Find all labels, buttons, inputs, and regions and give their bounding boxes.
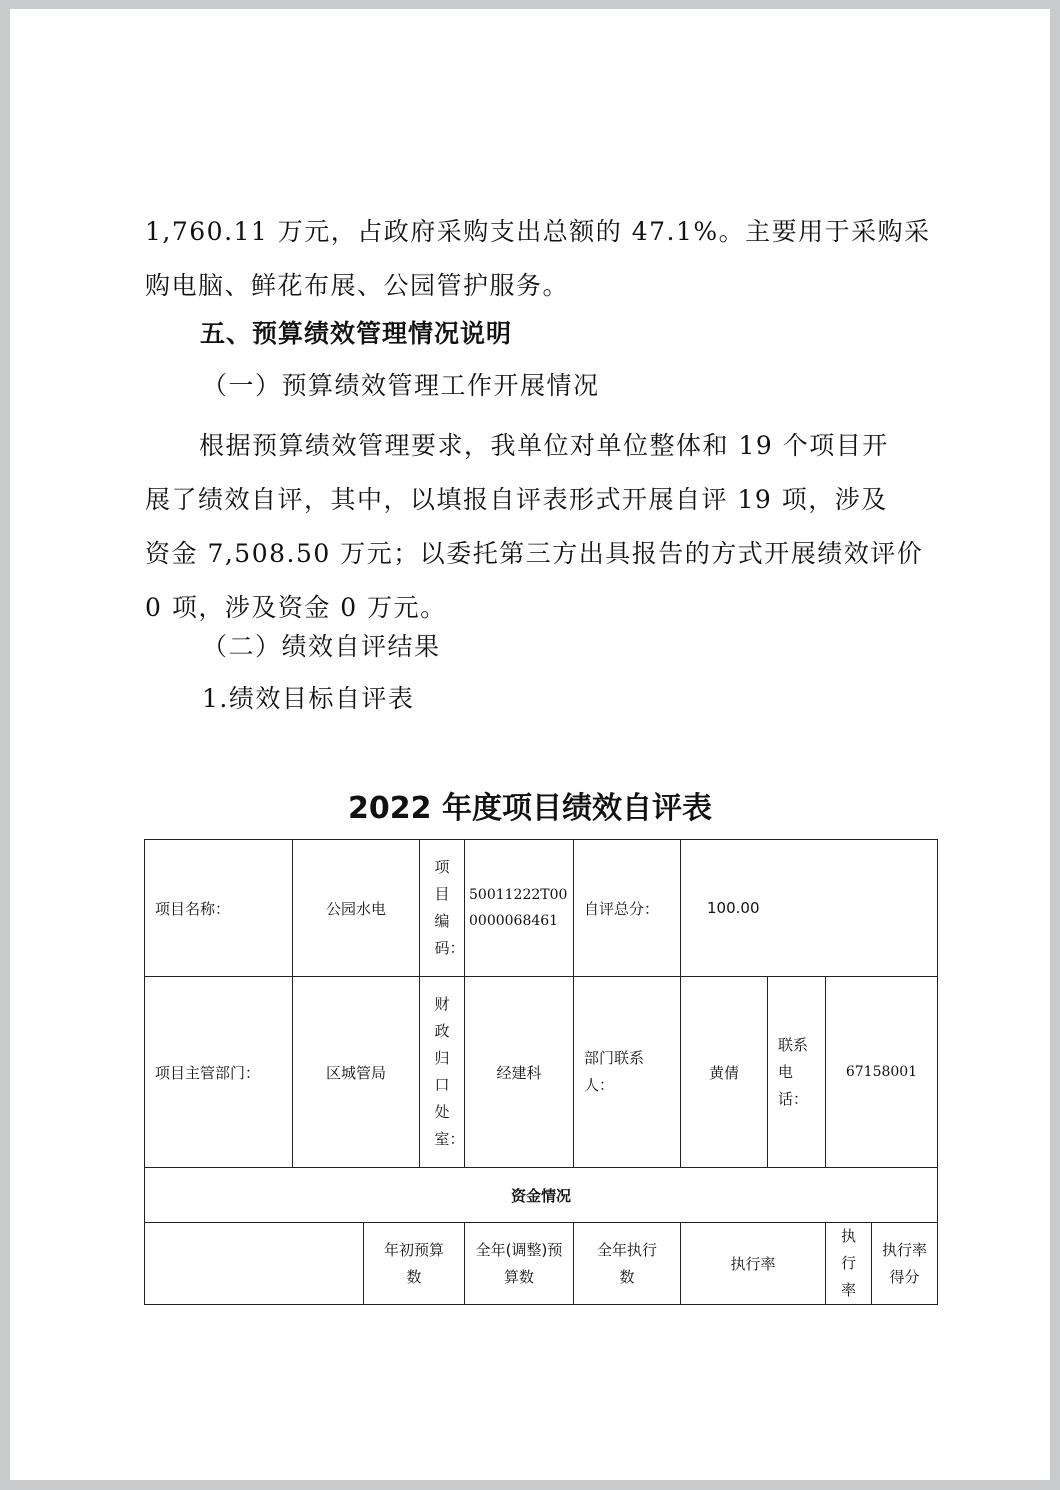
subsection-heading-1: （一）预算绩效管理工作开展情况 <box>202 371 600 400</box>
table-row <box>145 1168 938 1223</box>
table-row <box>145 1223 938 1305</box>
project-name-value: 公园水电 <box>293 840 420 977</box>
department-value: 区城管局 <box>293 977 420 1168</box>
project-code-label-text: 项目编码： <box>434 858 465 957</box>
project-code-value: 50011222T000000068461 <box>465 840 574 977</box>
funding-section-header: 资金情况 <box>145 1168 938 1223</box>
paragraph-evaluation <box>145 419 925 635</box>
paragraph-procurement-line1: 1,760.11 万元，占政府采购支出总额的 47.1%。主要用于采购采 <box>145 217 931 246</box>
table-row <box>145 840 938 977</box>
col-initial-budget <box>364 1223 465 1305</box>
table-title: 2022 年度项目绩效自评表 <box>348 791 712 826</box>
finance-office-label-text: 财政归口处室： <box>434 995 465 1148</box>
finance-office-label <box>420 977 465 1168</box>
col-adjusted-budget-text: 全年(调整)预算数 <box>475 1240 563 1286</box>
document-page <box>10 9 1050 1480</box>
table-row <box>145 977 938 1168</box>
paragraph-evaluation-line3: 资金 7,508.50 万元；以委托第三方出具报告的方式开展绩效评价 <box>145 539 924 568</box>
self-score-label: 自评总分： <box>574 840 681 977</box>
department-label: 项目主管部门： <box>145 977 293 1168</box>
contact-phone-value: 67158001 <box>826 977 938 1168</box>
funding-blank-cell <box>145 1223 364 1305</box>
col-rate <box>826 1223 872 1305</box>
col-rate-text: 执行率 <box>840 1227 856 1299</box>
paragraph-evaluation-line2: 展了绩效自评，其中，以填报自评表形式开展自评 19 项，涉及 <box>145 485 888 514</box>
subsection-heading-3: 1.绩效目标自评表 <box>202 684 415 713</box>
project-code-label <box>420 840 465 977</box>
col-execution-rate: 执行率 <box>681 1223 826 1305</box>
self-score-value: 100.00 <box>681 840 938 977</box>
evaluation-table <box>144 839 938 1305</box>
contact-phone-label-text: 联系电话： <box>778 1035 809 1108</box>
contact-person-label <box>574 977 681 1168</box>
col-adjusted-budget <box>465 1223 574 1305</box>
col-annual-execution <box>574 1223 681 1305</box>
section-heading: 五、预算绩效管理情况说明 <box>200 319 513 348</box>
subsection-heading-2: （二）绩效自评结果 <box>202 632 441 661</box>
col-rate-score <box>872 1223 938 1305</box>
paragraph-evaluation-line1: 根据预算绩效管理要求，我单位对单位整体和 19 个项目开 <box>199 431 889 460</box>
project-name-label: 项目名称： <box>145 840 293 977</box>
contact-person-label-text: 部门联系人： <box>584 1049 645 1094</box>
col-initial-budget-text: 年初预算数 <box>383 1240 444 1286</box>
contact-person-value: 黄倩 <box>681 977 768 1168</box>
paragraph-procurement <box>145 205 931 313</box>
paragraph-procurement-line2: 购电脑、鲜花布展、公园管护服务。 <box>145 271 570 300</box>
contact-phone-label <box>768 977 826 1168</box>
paragraph-evaluation-line4: 0 项，涉及资金 0 万元。 <box>145 593 447 622</box>
finance-office-value: 经建科 <box>465 977 574 1168</box>
col-annual-execution-text: 全年执行数 <box>596 1240 657 1286</box>
col-rate-score-text: 执行率得分 <box>881 1240 927 1286</box>
